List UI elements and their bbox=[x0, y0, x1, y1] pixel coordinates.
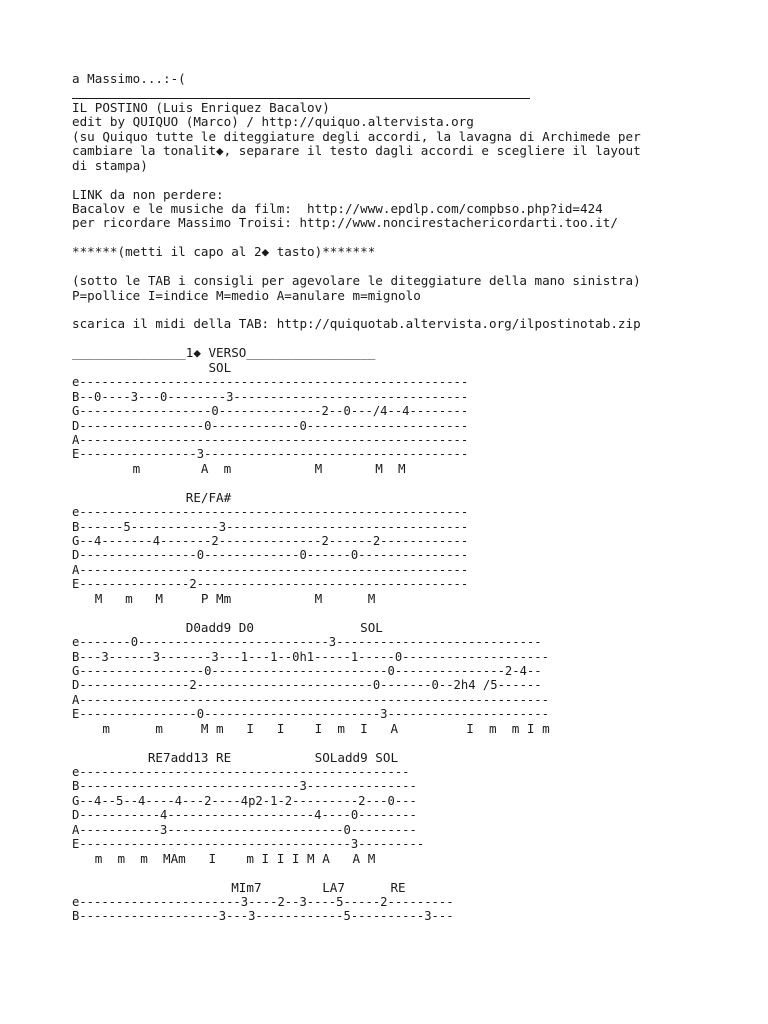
string-line-e: e----------------------------------------------------- bbox=[72, 375, 469, 390]
tablature-document bbox=[72, 72, 762, 924]
string-line-B: B------5------------3--------------------------------- bbox=[72, 519, 469, 534]
string-line-G: G--4-------4-------2--------------2------2------------ bbox=[72, 534, 469, 548]
fingering-line: m A m M M M bbox=[72, 460, 406, 476]
string-line-D: D-----------4--------------------4----0-------- bbox=[72, 808, 417, 823]
chord-line: RE/FA# bbox=[72, 489, 232, 505]
string-line-A: A-----------3------------------------0--------- bbox=[72, 822, 417, 837]
string-line-D: D----------------0-------------0------0--------------- bbox=[72, 548, 469, 563]
string-line-G: G--4--5--4----4---2----4p2-1-2---------2---0--- bbox=[72, 793, 417, 808]
note-line: (su Quiquo tutte le diteggiature degli accordi, la lavagna di Archimede per bbox=[72, 128, 641, 144]
horizontal-rule bbox=[72, 86, 762, 100]
tab-block bbox=[72, 751, 762, 867]
string-line-E: E----------------0------------------------3---------------------- bbox=[72, 707, 549, 722]
blank-line bbox=[72, 866, 762, 880]
chord-line: D0add9 D0 SOL bbox=[72, 619, 383, 635]
note-line: cambiare la tonalit◆, separare il testo dagli accordi e scegliere il layout bbox=[72, 143, 641, 159]
string-line-e: e--------------------------------------------- bbox=[72, 765, 410, 779]
string-line-D: D---------------2------------------------0-------0--2h4 /5------ bbox=[72, 678, 542, 693]
string-line-G: G-----------------0------------------------0---------------2-4-- bbox=[72, 663, 542, 678]
string-line-A: A----------------------------------------------------- bbox=[72, 562, 469, 577]
tips-line: P=pollice I=indice M=medio A=anulare m=mignolo bbox=[72, 287, 421, 303]
string-line-A: A---------------------------------------------------------------- bbox=[72, 692, 549, 707]
chord-line: SOL bbox=[72, 359, 232, 375]
string-line-G: G------------------0--------------2--0---/4--4-------- bbox=[72, 404, 469, 419]
string-line-E: E----------------3------------------------------------ bbox=[72, 447, 469, 462]
blank-line bbox=[72, 736, 762, 750]
midi-download-line: scarica il midi della TAB: http://quiquotab.altervista.org/ilpostinotab.zip bbox=[72, 316, 641, 332]
string-line-e: e----------------------------------------------------- bbox=[72, 505, 469, 520]
tab-block bbox=[72, 491, 762, 607]
string-line-E: E-------------------------------------3--------- bbox=[72, 837, 425, 852]
song-title: IL POSTINO (Luis Enriquez Bacalov) bbox=[72, 99, 330, 115]
string-line-B: B--0----3---0--------3-------------------------------- bbox=[72, 389, 469, 404]
string-line-B: B------------------------------3--------------- bbox=[72, 779, 417, 794]
string-line-E: E---------------2------------------------------------- bbox=[72, 577, 469, 592]
edit-credit: edit by QUIQUO (Marco) / http://quiquo.altervista.org bbox=[72, 114, 474, 130]
blank-line bbox=[72, 332, 762, 346]
fingering-line: M m M P Mm M M bbox=[72, 590, 376, 606]
tab-block bbox=[72, 621, 762, 737]
blank-line bbox=[72, 476, 762, 490]
capo-note: ******(metti il capo al 2◆ tasto)******* bbox=[72, 244, 376, 260]
chord-line: RE7add13 RE SOLadd9 SOL bbox=[72, 749, 399, 765]
blank-line bbox=[72, 231, 762, 245]
chord-line: MIm7 LA7 RE bbox=[72, 879, 406, 895]
fingering-line: m m m MAm I m I I I M A A M bbox=[72, 850, 376, 866]
string-line-B: B-------------------3---3------------5----------3--- bbox=[72, 909, 454, 924]
links-heading: LINK da non perdere: bbox=[72, 186, 224, 202]
tab-block bbox=[72, 361, 762, 477]
dedication-line: a Massimo...:-( bbox=[72, 71, 186, 86]
string-line-e: e----------------------3----2--3----5-----2--------- bbox=[72, 894, 454, 909]
link-line: per ricordare Massimo Troisi: http://www.noncirestachericordarti.too.it/ bbox=[72, 215, 618, 231]
note-line: di stampa) bbox=[72, 157, 148, 173]
blank-line bbox=[72, 260, 762, 274]
string-line-D: D-----------------0------------0---------------------- bbox=[72, 418, 469, 433]
section-title-verse: _______________1◆ VERSO_________________ bbox=[72, 345, 376, 361]
blank-line bbox=[72, 173, 762, 187]
blank-line bbox=[72, 303, 762, 317]
link-line: Bacalov e le musiche da film: http://www.epdlp.com/compbso.php?id=424 bbox=[72, 200, 603, 216]
string-line-A: A----------------------------------------------------- bbox=[72, 432, 469, 447]
tips-line: (sotto le TAB i consigli per agevolare le diteggiature della mano sinistra) bbox=[72, 273, 641, 289]
string-line-B: B---3------3-------3---1---1--0h1-----1-----0-------------------- bbox=[72, 649, 549, 664]
fingering-line: m m M m I I I m I A I m m I m bbox=[72, 720, 550, 736]
string-line-e: e-------0--------------------------3---------------------------- bbox=[72, 635, 542, 650]
blank-line bbox=[72, 606, 762, 620]
tab-block bbox=[72, 881, 762, 924]
